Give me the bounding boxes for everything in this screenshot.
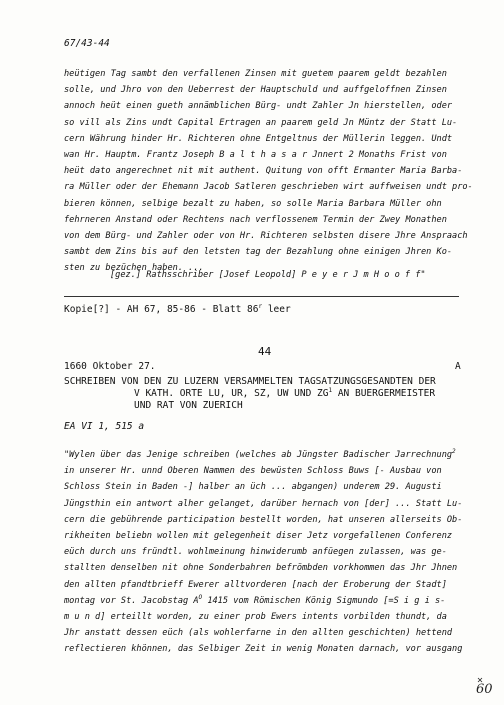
title-text: AN BUERGERMEISTER (332, 388, 436, 399)
text-line: stallten denselben nit ohne Sonderbahren befrömbden vorkhommen das Jhr Jhnen (64, 563, 458, 574)
rubric-letter: A (455, 361, 461, 372)
title-line: SCHREIBEN VON DEN ZU LUZERN VERSAMMELTEN TAGSATZUNGSGESANDTEN DER (64, 376, 436, 387)
signature-line: [gez.] Rathsschriber [Josef Leopold] P e y e r J m H o o f f" (110, 270, 426, 280)
text-line (64, 593, 464, 609)
superscript: O (198, 593, 203, 601)
text-line: heütigen Tag sambt den verfallenen Zinsen mit guetem paarem geldt bezahlen (64, 69, 447, 79)
handwritten-page-mark (474, 675, 496, 697)
title-line: UND RAT VON ZUERICH (134, 400, 243, 411)
title-text: V KATH. ORTE LU, UR, SZ, UW UND ZG (134, 388, 329, 399)
separator-rule (64, 296, 459, 297)
header-reference: 67/43-44 (64, 38, 110, 49)
text-line: Jhr anstatt dessen eüch (als wohlerfarne in den allten geschichten) hettend (64, 628, 453, 639)
copy-note (64, 304, 291, 315)
text-line: von dem Bürg- und Zahler oder von Hr. Richteren selbsten disere Jhre Anspraach (64, 231, 468, 242)
text-line-content: "Wylen über das Jenige schreiben (welches ab Jüngster Badischer Jarrechnung (64, 450, 453, 460)
source-reference: EA VI 1, 515 a (64, 421, 145, 432)
text-line: solle, und Jhro von den Ueberrest der Hauptschuld und auffgeloffnen Zinsen (64, 85, 447, 96)
text-line: sambt dem Zins bis auf den letsten tag der Bezahlung ohne einigen Jhren Ko- (64, 247, 453, 258)
text-line: ra Müller oder der Ehemann Jacob Satleren geschrieben wirt auffweisen undt pro- (64, 182, 473, 193)
text-line: in unserer Hr. unnd Oberen Nammen des bewüsten Schloss Buws [- Ausbau von (64, 466, 442, 477)
text-line-content: montag vor St. Jacobstag A (64, 595, 199, 606)
text-line: sten zu bezüchen haben. ... (64, 263, 204, 274)
footnote-marker: 1 (328, 386, 333, 394)
letter-body (64, 447, 464, 658)
text-line: reflectieren khönnen, das Selbiger Zeit in wenig Monaten darnach, vor ausgang (64, 644, 463, 655)
document-number: 44 (258, 345, 272, 358)
copy-note-text: Kopie[?] - AH 67, 85-86 - Blatt 86 (64, 304, 259, 315)
text-line: annoch heüt einen gueth annämblichen Bürg- undt Zahler Jn hierstellen, oder (64, 101, 453, 112)
text-line: rikheiten beliebn wollen mit gelegenheit diser Jetz vorgefallenen Conferenz (64, 531, 453, 542)
text-line (64, 447, 464, 463)
title-line (64, 388, 436, 400)
text-line: heüt dato angerechnet nit mit authent. Quitung von offt Ermanter Maria Barba- (64, 166, 463, 177)
text-line: bieren können, selbige bezalt zu haben, so solle Maria Barbara Müller ohn (64, 198, 442, 209)
text-line: Jüngsthin ein antwort alher gelanget, darüber hernach von [der] ... Statt Lu- (64, 498, 463, 509)
text-line: so vill als Zins undt Capital Ertragen an paarem geld Jn Müntz der Statt Lu- (64, 117, 458, 128)
document-title (64, 376, 436, 412)
text-line-content: 1415 vom Römischen König Sigmundo [=S i g i s- (202, 595, 446, 606)
text-line: cern Währung hinder Hr. Richteren ohne Entgeltnus der Müllerin leggen. Undt (64, 133, 453, 144)
document-date: 1660 Oktober 27. (64, 361, 156, 372)
text-line: m u n d] erteillt worden, zu einer prob Ewers intents vorbilden thundt, da (64, 612, 447, 623)
footnote-marker: 2 (452, 448, 456, 456)
copy-note-suffix: leer (262, 304, 291, 315)
text-line: den allten pfandtbrieff Ewerer alltvorderen [nach der Eroberung der Stadt] (64, 579, 447, 590)
page-mark-text: 60 (476, 682, 493, 697)
copy-note-superscript: r (258, 302, 263, 310)
text-line: eüch durch uns fründtl. wohlmeinung hinwiderumb anfüegen zulassen, was ge- (64, 547, 447, 558)
text-line: Schloss Stein in Baden -] halber an üch ... abgangen) underem 29. Augusti (64, 482, 442, 493)
text-line: cern die gebührende participation bestellt worden, hat unseren allerseits Ob- (64, 514, 463, 525)
paragraph-continued (64, 66, 473, 277)
text-line: wan Hr. Hauptm. Frantz Joseph B a l t h a s a r Jnnert 2 Monaths Frist von (64, 150, 447, 161)
text-line: fehrneren Anstand oder Rechtens nach verflossenem Termin der Zwey Monathen (64, 214, 447, 225)
